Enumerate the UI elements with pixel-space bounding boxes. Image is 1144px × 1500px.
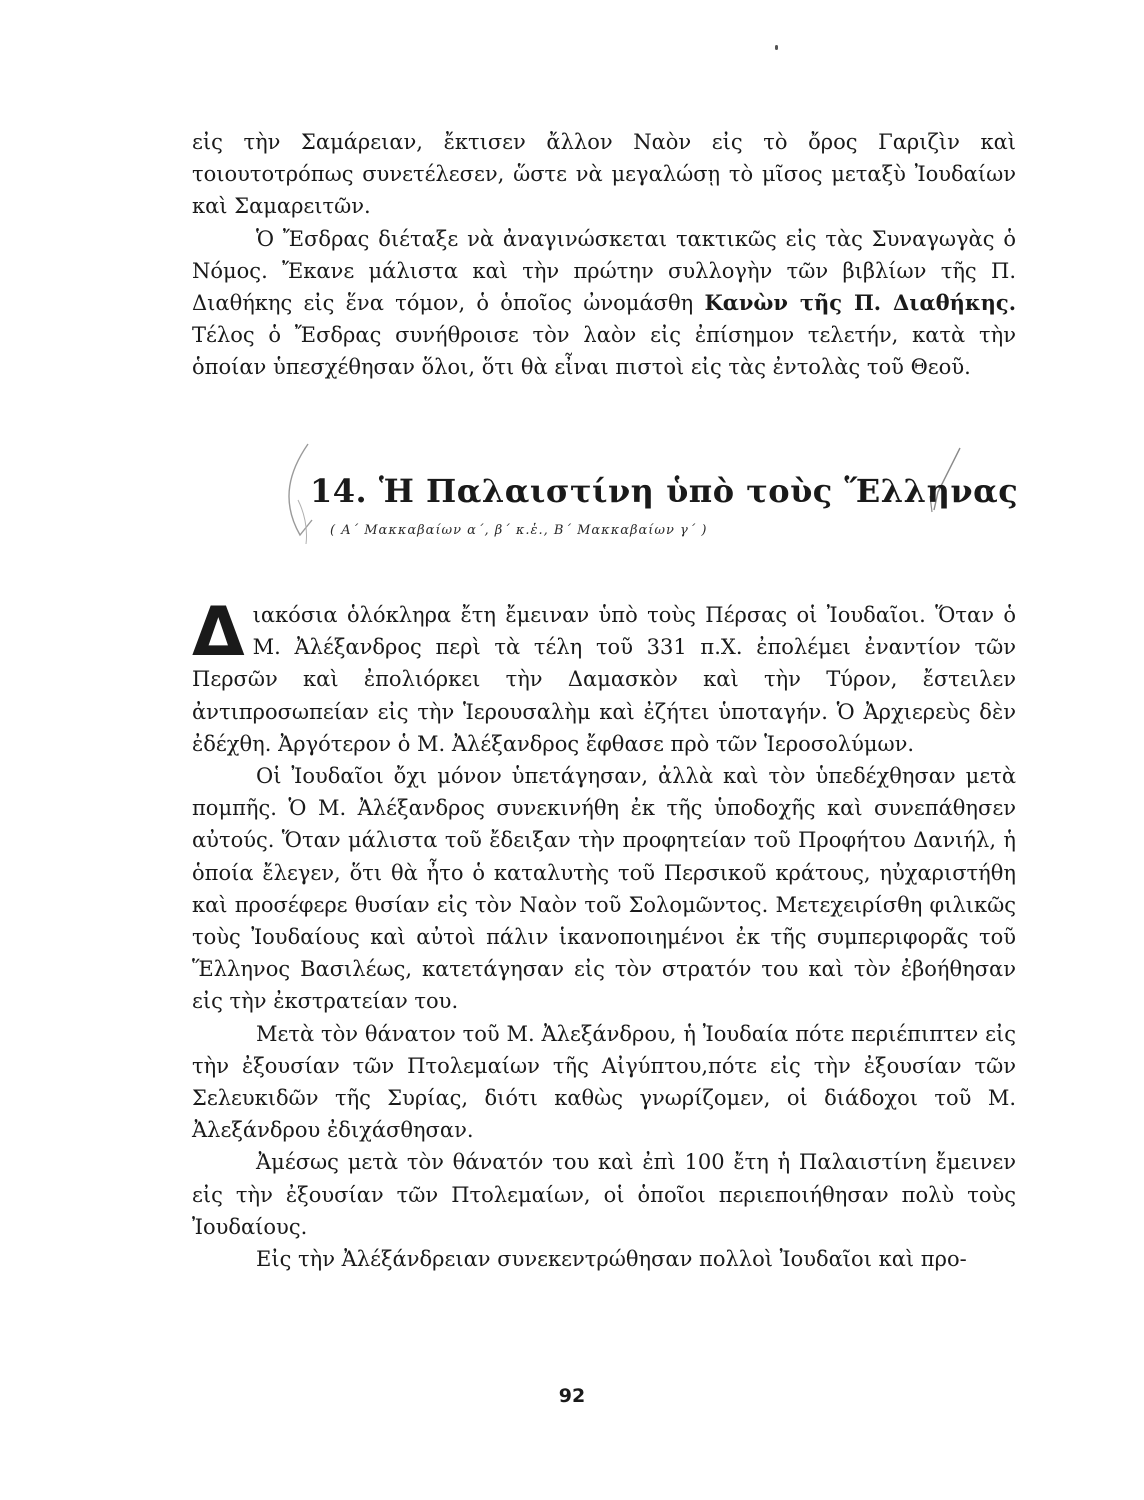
page-number: 92 xyxy=(558,1385,586,1407)
drop-cap: Δ xyxy=(192,593,245,672)
body-paragraph-1-text: ιακόσια ὁλόκληρα ἔτη ἔμειναν ὑπὸ τοὺς Πέρσας οἱ Ἰουδαῖοι. Ὅταν ὁ Μ. Ἀλέξανδρος περὶ τὰ τέλη τοῦ 331 π.Χ. ἐπολέμει ἐναντίον τῶν Περσῶν καὶ ἐπολιόρκει τὴν Δαμασκὸν καὶ τὴν Τύρον, ἔστειλεν ἀντιπροσωπείαν εἰς τὴν Ἱερουσαλὴμ καὶ ἐζήτει ὑποταγήν. Ὁ Ἀρχιερεὺς δὲν ἐδέχθη. Ἀργότερον ὁ Μ. Ἀλέξανδρος ἔφθασε πρὸ τῶν Ἱεροσολύμων. xyxy=(192,603,1016,756)
body-paragraph-3: Μετὰ τὸν θάνατον τοῦ Μ. Ἀλεξάνδρου, ἡ Ἰουδαία πότε περιέπιπτεν εἰς τὴν ἐξουσίαν τῶν Πτολεμαίων τῆς Αἰγύπτου,πότε εἰς τὴν ἐξουσίαν τῶν Σελευκιδῶν τῆς Συρίας, διότι καθὼς γνωρίζομεν, οἱ διάδοχοι τοῦ Μ. Ἀλεξάνδρου ἐδιχάσθησαν. xyxy=(192,1021,1016,1143)
body-paragraph-4: Ἀμέσως μετὰ τὸν θάνατόν του καὶ ἐπὶ 100 ἔτη ἡ Παλαιστίνη ἔμεινεν εἰς τὴν ἐξουσίαν τῶν Πτολεμαίων, οἱ ὁποῖοι περιεποιήθησαν πολὺ τοὺς Ἰουδαίους. xyxy=(192,1150,1016,1239)
section-heading: 14. Ἡ Παλαιστίνη ὑπὸ τοὺς Ἕλληνας xyxy=(310,472,1019,510)
scan-speck xyxy=(775,45,778,50)
top-paragraph-2 xyxy=(192,223,1016,384)
body-paragraph-2: Οἱ Ἰουδαῖοι ὄχι μόνον ὑπετάγησαν, ἀλλὰ καὶ τὸν ὑπεδέχθησαν μετὰ πομπῆς. Ὁ Μ. Ἀλέξανδρος συνεκινήθη ἐκ τῆς ὑποδοχῆς καὶ συνεπάθησεν αὐτούς. Ὅταν μάλιστα τοῦ ἔδειξαν τὴν προφητείαν τοῦ Προφήτου Δανιήλ, ἡ ὁποία ἔλεγεν, ὅτι θὰ ἦτο ὁ καταλυτὴς τοῦ Περσικοῦ κράτους, ηὐχαριστήθη καὶ προσέφερε θυσίαν εἰς τὸν Ναὸν τοῦ Σολομῶντος. Μετεχειρίσθη φιλικῶς τοὺς Ἰουδαίους καὶ αὐτοὶ πάλιν ἱκανοποιημένοι ἐκ τῆς συμπεριφορᾶς τοῦ Ἕλληνος Βασιλέως, κατετάγησαν εἰς τὸν στρατόν του καὶ τὸν ἐβοήθησαν εἰς τὴν ἐκστρατείαν του. xyxy=(192,764,1016,1014)
top-paragraph-1: εἰς τὴν Σαμάρειαν, ἔκτισεν ἄλλον Ναὸν εἰς τὸ ὄρος Γαριζὶν καὶ τοιουτοτρόπως συνετέλεσεν, ὥστε νὰ μεγαλώσῃ τὸ μῖσος μεταξὺ Ἰουδαίων καὶ Σαμαρειτῶν. xyxy=(192,130,1016,219)
section-reference: ( Α΄ Μακκαβαίων α΄, β΄ κ.ἑ., Β΄ Μακκαβαίων γ΄ ) xyxy=(330,523,708,538)
top-paragraph-2-start: Ὁ Ἔσδρας διέταξε νὰ ἀναγινώσκεται τακτικῶς εἰς τὰς Συναγωγὰς ὁ Νόμος. Ἔκανε μάλιστα καὶ τὴν πρώτην συλλογὴν τῶν βιβλίων τῆς Π. Διαθήκης εἰς ἕνα τόμον, ὁ ὁποῖος ὠνομάσθη xyxy=(192,226,1016,316)
canon-term: Κανὼν τῆς Π. Διαθήκης. xyxy=(704,290,1017,316)
body-text-block xyxy=(192,593,1016,1275)
top-paragraph-2-end: Τέλος ὁ Ἔσδρας συνήθροισε τὸν λαὸν εἰς ἐπίσημον τελετήν, κατὰ τὴν ὁποίαν ὑπεσχέθησαν ὅλοι, ὅτι θὰ εἶναι πιστοὶ εἰς τὰς ἐντολὰς τοῦ Θεοῦ. xyxy=(192,323,1016,380)
body-paragraph-5: Εἰς τὴν Ἀλέξάνδρειαν συνεκεντρώθησαν πολλοὶ Ἰουδαῖοι καὶ προ- xyxy=(256,1247,967,1272)
body-paragraph-1 xyxy=(192,593,1016,760)
top-text-block xyxy=(192,126,1016,384)
